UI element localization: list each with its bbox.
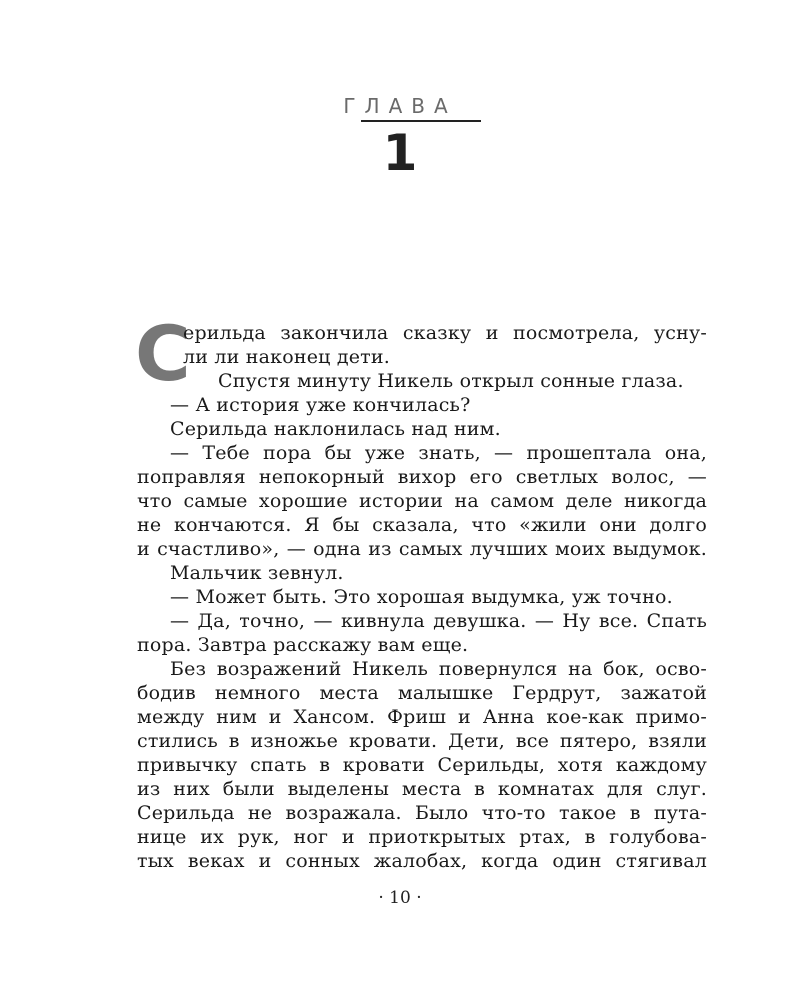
text-line: тых веках и сонных жалобах, когда один стягивал: [137, 850, 707, 872]
dropcap-lines: [137, 321, 707, 369]
drop-cap: С: [135, 309, 191, 398]
text-line: из них были выделены места в комнатах для слуг.: [137, 778, 707, 800]
chapter-label: ГЛАВА: [343, 94, 457, 118]
text-line: ерильда закончила сказку и посмотрела, усну-: [183, 322, 707, 344]
text-line: что самые хорошие истории на самом деле никогда: [137, 490, 707, 512]
text-line: поправляя непокорный вихор его светлых волос, —: [137, 466, 707, 488]
text-line: бодив немного места малышке Гердрут, зажатой: [137, 682, 707, 704]
text-line: Спустя минуту Никель открыл сонные глаза.: [218, 370, 684, 392]
text-line: и счастливо», — одна из самых лучших моих выдумок.: [137, 538, 707, 560]
text-line: — Тебе пора бы уже знать, — прошептала она,: [170, 442, 707, 464]
text-line: привычку спать в кровати Серильды, хотя каждому: [137, 754, 707, 776]
text-line: Серильда наклонилась над ним.: [170, 418, 501, 440]
text-line: ли ли наконец дети.: [183, 346, 390, 368]
text-line: пора. Завтра расскажу вам еще.: [137, 634, 469, 656]
text-line: Без возражений Никель повернулся на бок, осво-: [170, 658, 707, 680]
text-line: — А история уже кончилась?: [170, 394, 471, 416]
chapter-number: 1: [382, 124, 418, 182]
text-line: не кончаются. Я бы сказала, что «жили они долго: [137, 514, 707, 536]
text-line: стились в изножье кровати. Дети, все пятеро, взяли: [137, 730, 707, 752]
text-line: — Да, точно, — кивнула девушка. — Ну все. Спать: [170, 610, 707, 632]
text-line: нице их рук, ног и приоткрытых ртах, в голубова-: [137, 826, 707, 848]
text-line: Серильда не возражала. Было что-то такое в пута-: [137, 802, 707, 824]
text-line: Мальчик зевнул.: [170, 562, 344, 584]
body-text: [135, 309, 707, 873]
text-line: между ним и Хансом. Фриш и Анна кое-как примо-: [137, 706, 707, 728]
page-number: · 10 ·: [378, 888, 422, 908]
text-line: — Может быть. Это хорошая выдумка, уж точно.: [170, 586, 673, 608]
